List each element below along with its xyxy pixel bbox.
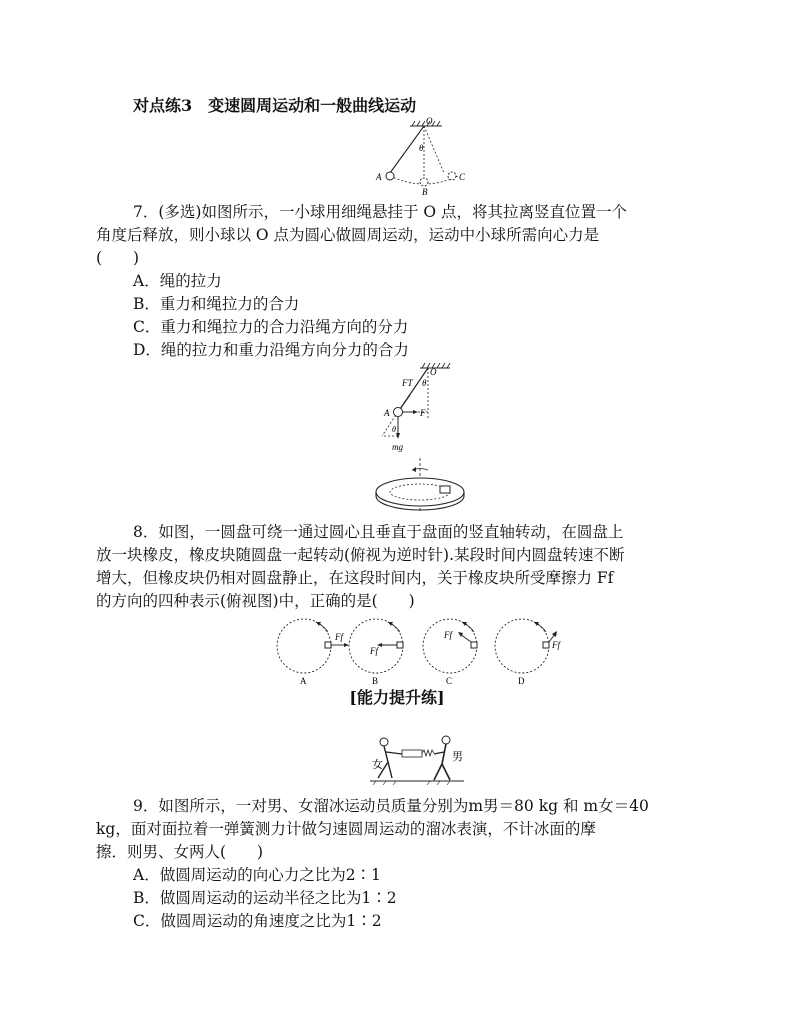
label-B: B xyxy=(422,187,428,196)
q7-option-c: C．重力和绳拉力的合力沿绳方向的分力 xyxy=(133,318,409,336)
choice-b-label: B xyxy=(372,676,379,686)
section-title: 对点练3 变速圆周运动和一般曲线运动 xyxy=(133,96,417,115)
label-male: 男 xyxy=(452,751,463,763)
choice-b-force: Ff xyxy=(370,646,378,656)
label-mg: mg xyxy=(392,442,403,452)
label-theta1: θ xyxy=(422,378,427,388)
choice-c-label: C xyxy=(446,676,453,686)
friction-choices-figure xyxy=(272,616,562,686)
label-theta: θ xyxy=(419,143,424,153)
label-Ft: FT xyxy=(402,378,413,388)
force-diagram-figure xyxy=(368,362,458,454)
q7-line1: 7．(多选)如图所示，一小球用细绳悬挂于 O 点，将其拉离竖直位置一个 xyxy=(133,203,628,221)
choice-a-force: Ff xyxy=(335,632,343,642)
label-O2: O xyxy=(430,367,437,377)
q9-line3: 擦．则男、女两人( ) xyxy=(96,843,264,861)
q7-paren: ( ) xyxy=(96,249,140,267)
q8-line4: 的方向的四种表示(俯视图)中，正确的是( ) xyxy=(96,592,415,610)
choice-a-diagram xyxy=(277,619,349,686)
q9-line2: kg，面对面拉着一弹簧测力计做匀速圆周运动的溜冰表演，不计冰面的摩 xyxy=(96,820,596,838)
q9-option-a: A．做圆周运动的向心力之比为2∶1 xyxy=(133,866,381,884)
q8-line2: 放一块橡皮，橡皮块随圆盘一起转动(俯视为逆时针).某段时间内圆盘转速不断 xyxy=(96,546,625,564)
choice-d-label: D xyxy=(518,676,525,686)
q7-option-d: D．绳的拉力和重力沿绳方向分力的合力 xyxy=(133,341,409,359)
label-O: O xyxy=(426,116,433,126)
q7-option-a: A．绳的拉力 xyxy=(133,272,222,290)
skaters-figure xyxy=(368,734,468,786)
label-A: A xyxy=(376,172,382,182)
choice-c-force: Ff xyxy=(444,630,452,640)
label-theta2: θ xyxy=(392,425,396,434)
q9-option-b: B．做圆周运动的运动半径之比为1∶2 xyxy=(133,889,397,907)
choice-c-diagram xyxy=(423,619,477,686)
q9-line1: 9．如图所示，一对男、女溜冰运动员质量分别为m男＝80 kg 和 m女＝40 xyxy=(133,797,649,815)
q9-option-c: C．做圆周运动的角速度之比为1∶2 xyxy=(133,912,382,930)
label-C: C xyxy=(459,172,466,182)
q8-line1: 8．如图，一圆盘可绕一通过圆心且垂直于盘面的竖直轴转动，在圆盘上 xyxy=(133,523,624,541)
label-female: 女 xyxy=(372,759,383,771)
choice-b-diagram xyxy=(349,619,403,686)
choice-a-label: A xyxy=(300,676,307,686)
choice-d-force: Ff xyxy=(552,640,560,650)
pendulum-figure xyxy=(372,116,472,196)
q7-option-b: B．重力和绳拉力的合力 xyxy=(133,295,300,313)
choice-d-diagram xyxy=(495,619,561,686)
label-F: F xyxy=(420,408,426,418)
section2-title: [能力提升练] xyxy=(349,688,445,707)
rotating-disc-figure xyxy=(370,456,470,514)
q8-line3: 增大，但橡皮块仍相对圆盘静止，在这段时间内，关于橡皮块所受摩擦力 Ff xyxy=(96,569,614,587)
label-A2: A xyxy=(384,408,390,418)
q7-line2: 角度后释放，则小球以 O 点为圆心做圆周运动，运动中小球所需向心力是 xyxy=(96,226,600,244)
